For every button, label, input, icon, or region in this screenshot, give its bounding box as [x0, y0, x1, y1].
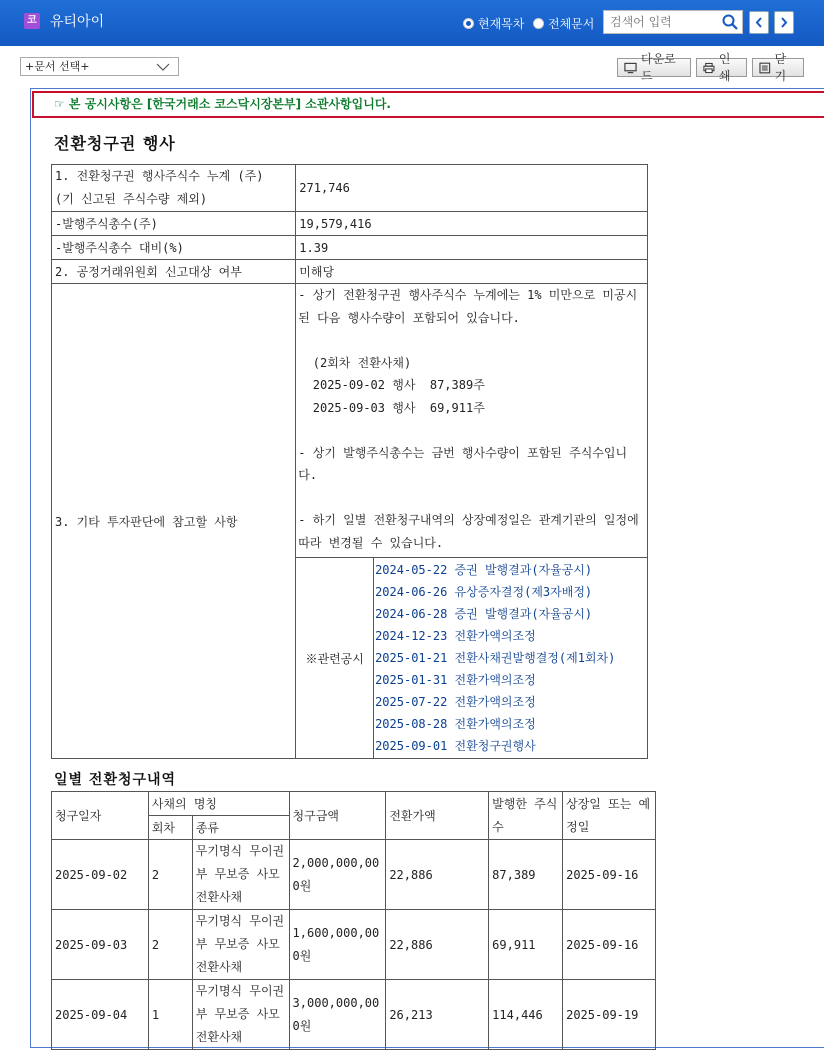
col-header: 종류: [192, 816, 289, 840]
radio-selected-icon: [463, 18, 474, 29]
prev-button[interactable]: [749, 11, 769, 34]
search-icon[interactable]: [722, 14, 738, 30]
related-link[interactable]: 2025-01-21 전환사채권발행결정(제1회차): [375, 651, 616, 665]
cell-kind: 무기명식 무이권부 무보증 사모 전환사채: [192, 980, 289, 1050]
radio-all-documents[interactable]: [533, 15, 594, 32]
related-link[interactable]: 2024-06-28 증권 발행결과(자율공시): [375, 607, 593, 621]
radio-current-label: 현재목차: [478, 17, 525, 31]
related-link[interactable]: 2025-07-22 전환가액의조정: [375, 695, 536, 709]
col-header: 상장일 또는 예정일: [563, 792, 656, 840]
table-row: [52, 165, 648, 212]
table-row: [52, 980, 656, 1050]
row-label: -발행주식총수 대비(%): [52, 236, 296, 260]
cell-series: 1: [148, 980, 192, 1050]
related-link[interactable]: 2025-01-31 전환가액의조정: [375, 673, 536, 687]
related-link[interactable]: 2024-12-23 전환가액의조정: [375, 629, 536, 643]
print-label: 인쇄: [718, 51, 731, 83]
col-header: 회차: [148, 816, 192, 840]
search-input[interactable]: [610, 12, 720, 32]
radio-unselected-icon: [533, 18, 544, 29]
cell-amount: 1,600,000,000원: [289, 910, 386, 980]
col-header: 발행한 주식수: [489, 792, 563, 840]
cell-date: 2025-09-02: [52, 840, 149, 910]
jurisdiction-notice: ☞ 본 공시사항은 [한국거래소 코스닥시장본부] 소관사항입니다.: [32, 91, 824, 118]
cell-date: 2025-09-03: [52, 910, 149, 980]
table-row: [52, 236, 648, 260]
cell-shares: 69,911: [489, 910, 563, 980]
cell-shares: 87,389: [489, 840, 563, 910]
radio-current-toc[interactable]: [463, 15, 524, 32]
cell-date: 2025-09-04: [52, 980, 149, 1050]
close-label: 닫기: [774, 51, 787, 83]
search-box: [603, 10, 743, 34]
col-header: 청구금액: [289, 792, 386, 840]
download-button[interactable]: [617, 51, 691, 83]
daily-claims-table: [51, 791, 656, 1050]
cell-series: 2: [148, 840, 192, 910]
cell-price: 22,886: [386, 910, 489, 980]
cell-kind: 무기명식 무이권부 무보증 사모 전환사채: [192, 910, 289, 980]
cell-amount: 2,000,000,000원: [289, 840, 386, 910]
table-row: [52, 260, 648, 284]
row-value: 271,746: [296, 165, 648, 212]
related-link[interactable]: 2025-09-01 전환청구권행사: [375, 739, 536, 753]
row-value: 19,579,416: [296, 212, 648, 236]
col-header: 청구일자: [52, 792, 149, 840]
page-title: 전환청구권 행사: [54, 134, 176, 153]
company-title: 유티아이: [50, 14, 105, 30]
cell-series: 2: [148, 910, 192, 980]
cell-kind: 무기명식 무이권부 무보증 사모 전환사채: [192, 840, 289, 910]
download-label: 다운로드: [640, 51, 676, 83]
row-label: 3. 기타 투자판단에 참고할 사항: [52, 284, 296, 759]
app-logo-icon: 코: [24, 13, 40, 29]
cell-price: 22,886: [386, 840, 489, 910]
printer-icon: [703, 62, 715, 74]
cell-amount: 3,000,000,000원: [289, 980, 386, 1050]
col-header: 전환가액: [386, 792, 489, 840]
cell-listing: 2025-09-19: [563, 980, 656, 1050]
chevron-right-icon: [775, 12, 793, 33]
col-header: 사채의 명칭: [148, 792, 289, 816]
related-disclosures-list: [374, 558, 648, 759]
download-monitor-icon: [624, 62, 637, 74]
related-link[interactable]: 2024-05-22 증권 발행결과(자율공시): [375, 563, 593, 577]
table-row: [52, 212, 648, 236]
disclosure-table: [51, 164, 648, 759]
cell-shares: 114,446: [489, 980, 563, 1050]
document-select[interactable]: [20, 57, 179, 76]
row-value: 미해당: [296, 260, 648, 284]
table-row: [52, 284, 648, 558]
related-disclosures-label: ※관련공시: [296, 558, 374, 759]
related-link[interactable]: 2025-08-28 전환가액의조정: [375, 717, 536, 731]
cell-listing: 2025-09-16: [563, 910, 656, 980]
table-row: [52, 910, 656, 980]
table-header-row: [52, 792, 656, 816]
top-bar: [0, 0, 824, 46]
radio-all-label: 전체문서: [548, 17, 595, 31]
item3-notes: - 상기 전환청구권 행사주식수 누계에는 1% 미만으로 미공시된 다음 행사수량이 포함되어 있습니다. (2회차 전환사채) 2025-09-02 행사 87,389주 2025-09-03 행사 69,911주 - 상기 발행주식총수는 금번 행사수량이 포함된 주식수입니다. - 하기 일별 전환청구내역의 상장예정일은 관계기관의 일정에 따라 변경될 수 있습니다.: [296, 284, 648, 558]
row-label: -발행주식총수(주): [52, 212, 296, 236]
document-close-icon: [759, 62, 771, 74]
cell-price: 26,213: [386, 980, 489, 1050]
print-button[interactable]: [696, 51, 747, 83]
chevron-down-icon: [156, 63, 170, 71]
row-value: 1.39: [296, 236, 648, 260]
cell-listing: 2025-09-16: [563, 840, 656, 910]
chevron-left-icon: [750, 12, 768, 33]
table-row: [52, 840, 656, 910]
row-label: 1. 전환청구권 행사주식수 누계 (주) (기 신고된 주식수량 제외): [52, 165, 296, 212]
close-button[interactable]: [752, 51, 804, 83]
document-select-value: +문서 선택+: [25, 60, 90, 73]
section-title: 일별 전환청구내역: [54, 772, 177, 788]
next-button[interactable]: [774, 11, 794, 34]
related-link[interactable]: 2024-06-26 유상증자결정(제3자배정): [375, 585, 593, 599]
row-label: 2. 공정거래위원회 신고대상 여부: [52, 260, 296, 284]
